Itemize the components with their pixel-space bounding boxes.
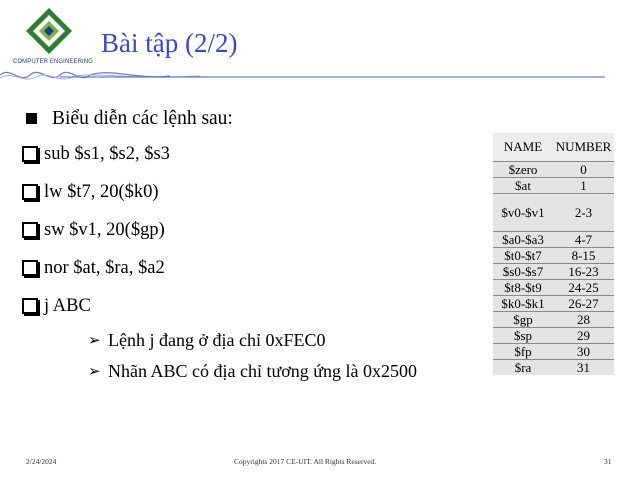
instruction-text: sub $s1, $s2, $s3 — [44, 144, 170, 164]
title-wave-decoration — [0, 66, 610, 84]
checkbox-bullet-icon — [22, 184, 38, 200]
register-name: $t0-$t7 — [493, 248, 553, 264]
main-bullet — [22, 103, 482, 135]
note-text: Nhãn ABC có địa chỉ tương ứng là 0x2500 — [108, 361, 417, 381]
logo-icon — [24, 6, 74, 56]
register-name: $sp — [493, 328, 553, 344]
footer-copyright: Copyrights 2017 CE-UIT. All Rights Reserved. — [234, 457, 377, 466]
register-name: $t8-$t9 — [493, 280, 553, 296]
arrow-bullet-icon: ➢ — [88, 331, 101, 349]
column-header-number: NUMBER — [553, 133, 614, 162]
register-name: $gp — [493, 312, 553, 328]
table-row — [493, 296, 614, 312]
footer-date: 2/24/2024 — [26, 457, 57, 466]
register-number: 8-15 — [553, 248, 614, 264]
register-number: 26-27 — [553, 296, 614, 312]
slide-title: Bài tập (2/2) — [101, 28, 238, 58]
column-header-name: NAME — [493, 133, 553, 162]
checkbox-bullet-icon — [22, 260, 38, 276]
register-number: 31 — [553, 360, 614, 376]
register-number: 16-23 — [553, 264, 614, 280]
note-item — [22, 325, 482, 356]
instruction-text: sw $v1, 20($gp) — [44, 220, 165, 240]
register-number: 24-25 — [553, 280, 614, 296]
table-row — [493, 328, 614, 344]
register-name: $at — [493, 178, 553, 194]
table-row — [493, 360, 614, 376]
register-name: $v0-$v1 — [493, 194, 553, 232]
logo-text: COMPUTER ENGINEERING — [12, 59, 93, 65]
table-row — [493, 178, 614, 194]
register-number: 4-7 — [553, 232, 614, 248]
register-number: 29 — [553, 328, 614, 344]
square-bullet-icon — [26, 113, 37, 124]
register-name: $a0-$a3 — [493, 232, 553, 248]
table-row — [493, 312, 614, 328]
computer-engineering-logo — [12, 6, 92, 70]
register-number: 30 — [553, 344, 614, 360]
table-row — [493, 194, 614, 232]
register-name: $fp — [493, 344, 553, 360]
arrow-bullet-icon: ➢ — [88, 362, 101, 380]
register-number: 1 — [553, 178, 614, 194]
instruction-item — [22, 287, 482, 325]
instruction-text: j ABC — [44, 296, 91, 316]
register-name: $s0-$s7 — [493, 264, 553, 280]
table-row — [493, 344, 614, 360]
note-text: Lệnh j đang ở địa chỉ 0xFEC0 — [108, 330, 326, 350]
instruction-item — [22, 135, 482, 173]
register-number: 0 — [553, 162, 614, 178]
table-row — [493, 232, 614, 248]
register-number: 28 — [553, 312, 614, 328]
table-row — [493, 248, 614, 264]
register-name: $zero — [493, 162, 553, 178]
table-row — [493, 280, 614, 296]
register-table — [493, 133, 614, 375]
register-number: 2-3 — [553, 194, 614, 232]
instruction-text: lw $t7, 20($k0) — [44, 182, 159, 202]
slide-content — [22, 103, 482, 387]
table-row — [493, 162, 614, 178]
instruction-item — [22, 211, 482, 249]
table-row — [493, 264, 614, 280]
checkbox-bullet-icon — [22, 298, 38, 314]
checkbox-bullet-icon — [22, 146, 38, 162]
page-number: 31 — [604, 457, 612, 466]
table-header-row — [493, 133, 614, 162]
instruction-item — [22, 173, 482, 211]
register-name: $k0-$k1 — [493, 296, 553, 312]
main-bullet-text: Biểu diễn các lệnh sau: — [52, 108, 233, 129]
instruction-item — [22, 249, 482, 287]
checkbox-bullet-icon — [22, 222, 38, 238]
note-item — [22, 356, 482, 387]
register-name: $ra — [493, 360, 553, 376]
instruction-text: nor $at, $ra, $a2 — [44, 258, 165, 278]
